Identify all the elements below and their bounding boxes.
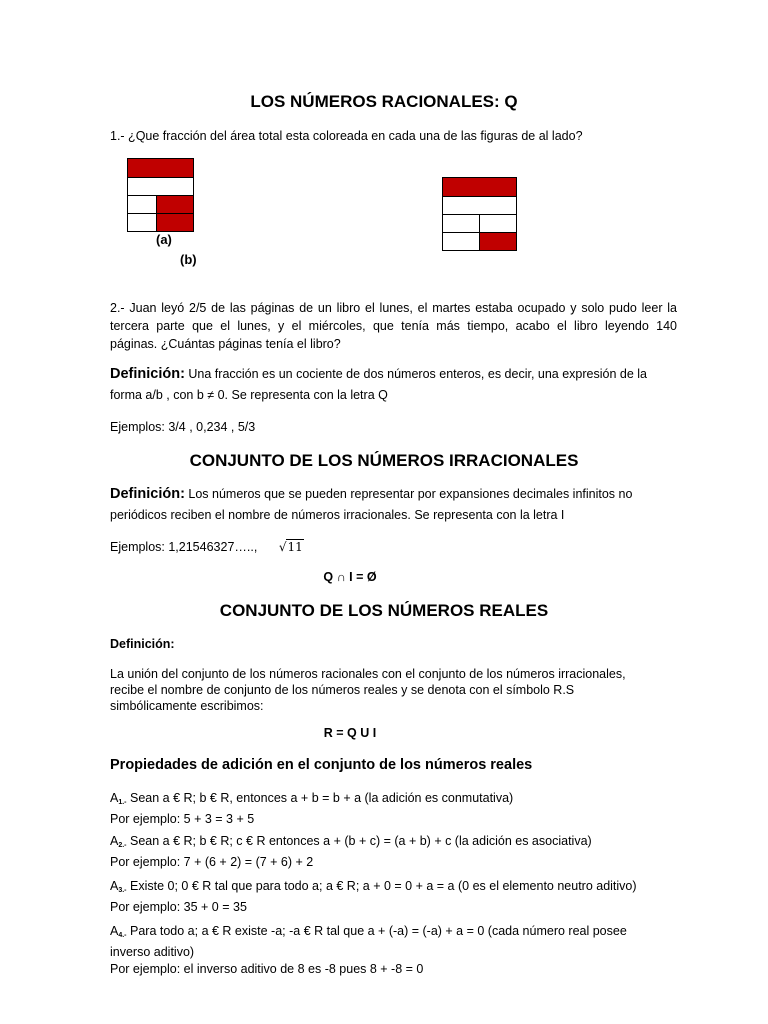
examples-irrational-text: Ejemplos: 1,21546327….., <box>110 540 258 554</box>
definition-real-line-2: recibe el nombre de conjunto de los números reales y se denota con el símbolo R.S <box>110 683 575 697</box>
definition-irrational-line-2: periódicos reciben el nombre de números irracionales. Se representa con la letra I <box>110 508 565 522</box>
definition-label: Definición: <box>110 366 185 382</box>
definition-label-irrational: Definición: <box>110 486 185 502</box>
property-a2-example: Por ejemplo: 7 + (6 + 2) = (7 + 6) + 2 <box>110 855 314 869</box>
property-a1-example: Por ejemplo: 5 + 3 = 3 + 5 <box>110 812 255 826</box>
figure-b-row-4-left <box>442 232 480 251</box>
definition-rational-line-2: forma a/b , con b ≠ 0. Se representa con la letra Q <box>110 388 388 402</box>
figure-a-row-1 <box>127 158 194 178</box>
question-2-line-3: páginas. ¿Cuántas páginas tenía el libro? <box>110 337 341 351</box>
title-irrational-numbers: CONJUNTO DE LOS NÚMEROS IRRACIONALES <box>189 451 579 470</box>
examples-irrational <box>110 539 304 556</box>
definition-real-line-1: La unión del conjunto de los números racionales con el conjunto de los números irracionales, <box>110 667 626 681</box>
property-a3 <box>110 878 637 916</box>
property-a3-example: Por ejemplo: 35 + 0 = 35 <box>110 900 247 914</box>
property-a1 <box>110 790 513 828</box>
question-2-line-2: tercera parte que el lunes, y el miércoles, que tenía más tiempo, acabo el libro leyendo 140 <box>110 319 677 333</box>
property-a3-text: Existe 0; 0 € R tal que para todo a; a € R; a + 0 = 0 + a = a (0 es el elemento neutro aditivo) <box>126 879 637 893</box>
definition-real-line-3: simbólicamente escribimos: <box>110 699 264 713</box>
property-a4 <box>110 923 627 978</box>
title-rational-numbers: LOS NÚMEROS RACIONALES: Q <box>250 92 518 111</box>
question-1: 1.- ¿Que fracción del área total esta coloreada en cada una de las figuras de al lado? <box>110 129 583 143</box>
property-a2-letter: A <box>110 834 119 848</box>
property-a2 <box>110 833 592 871</box>
property-a2-sub: 2.- <box>118 842 127 849</box>
property-a4-text: Para todo a; a € R existe -a; -a € R tal que a + (-a) = (-a) + a = 0 (cada número real posee <box>126 924 627 938</box>
property-a4-text-2: inverso aditivo) <box>110 945 195 959</box>
property-a3-letter: A <box>110 879 119 893</box>
square-root-11: √11 <box>278 540 303 554</box>
property-a1-letter: A <box>110 791 119 805</box>
figure-b-label: (b) <box>180 252 197 267</box>
figure-a-row-2 <box>127 177 194 196</box>
property-a3-sub: 3.- <box>118 887 127 894</box>
figure-b-row-3-left <box>442 214 480 233</box>
property-a4-sub: 4.- <box>118 932 127 939</box>
figure-b <box>442 177 517 252</box>
property-a1-text: Sean a € R; b € R, entonces a + b = b + a (la adición es conmutativa) <box>126 791 514 805</box>
examples-rational: Ejemplos: 3/4 , 0,234 , 5/3 <box>110 420 256 434</box>
figure-b-row-1 <box>442 177 517 197</box>
figure-a-label: (a) <box>156 232 172 247</box>
figure-a <box>127 158 194 233</box>
property-a4-example: Por ejemplo: el inverso aditivo de 8 es -8 pues 8 + -8 = 0 <box>110 962 424 976</box>
figure-b-row-4-right <box>479 232 517 251</box>
r-union: R = Q U I <box>323 726 377 740</box>
definition-rational-line-1 <box>110 366 670 383</box>
question-2-line-1: 2.- Juan leyó 2/5 de las páginas de un libro el lunes, el martes estaba ocupado y solo pudo leer la <box>110 301 677 315</box>
figure-a-row-4-left <box>127 213 157 232</box>
property-a2-text: Sean a € R; b € R; c € R entonces a + (b + c) = (a + b) + c (la adición es asociativa) <box>126 834 592 848</box>
definition-irrational-text: Los números que se pueden representar por expansiones decimales infinitos no <box>188 487 633 501</box>
figure-a-row-4-right <box>156 213 194 232</box>
square-root-radicand: 11 <box>287 540 303 554</box>
title-real-numbers: CONJUNTO DE LOS NÚMEROS REALES <box>219 601 549 620</box>
definition-real-label: Definición: <box>110 637 175 651</box>
properties-title: Propiedades de adición en el conjunto de los números reales <box>110 757 533 773</box>
figure-a-row-3-left <box>127 195 157 214</box>
property-a1-sub: 1.- <box>118 799 127 806</box>
property-a4-letter: A <box>110 924 119 938</box>
definition-rational-text: Una fracción es un cociente de dos números enteros, es decir, una expresión de la <box>188 367 648 381</box>
figure-b-row-3-right <box>479 214 517 233</box>
q-intersect-i: Q ∩ I = Ø <box>323 570 377 584</box>
figure-b-row-2 <box>442 196 517 215</box>
definition-irrational-line-1 <box>110 486 670 503</box>
figure-a-row-3-right <box>156 195 194 214</box>
